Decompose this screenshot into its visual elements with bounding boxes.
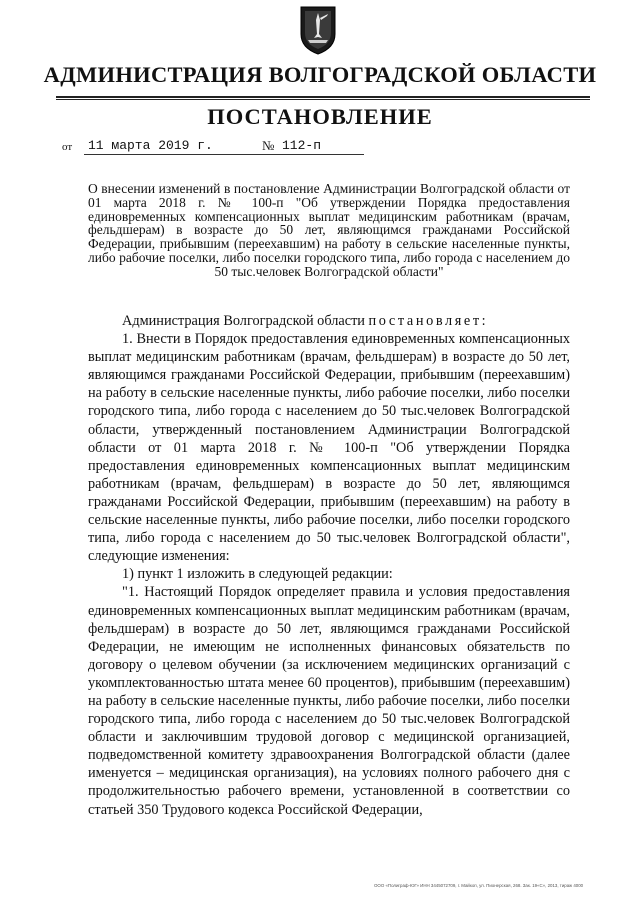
item-1: 1. Внести в Порядок предоставления единовременных компенсационных выплат медицинским работникам (врачам, фельдшерам) в возрасте до 50 лет, являющимся гражданами Российской Федерации, прибывшим (переехавшим) на работу в сельские населенные пункты, либо рабочие поселки, либо поселки городского типа, либо города с населением до 50 тыс.человек Волгоградской области, утвержденный постановлением Администрации Волгоградской области от 01 марта 2018 г. № 100-п "Об утверждении Порядка предоставления единовременных компенсационных выплат медицинским работникам (врачам, фельдшерам) в возрасте до 50 лет, являющимся гражданами Российской Федерации, прибывшим (переехавшим) на работу в сельские населенные пункты, либо рабочие поселки, либо поселки городского типа, либо города с населением до 50 тыс.человек Волгоградской области", следующие изменения: [88, 331, 570, 565]
printer-imprint: ООО «Полиграф-ЮГ» ИНН 3445072709, г. Майкоп, ул. Пионерская, 268. Зак. 19«С», 2013, тираж 4000 [374, 883, 584, 888]
organization-name: АДМИНИСТРАЦИЯ ВОЛГОГРАДСКОЙ ОБЛАСТИ [43, 62, 597, 87]
date-number-line [62, 138, 362, 158]
preamble-verb: постановляет: [368, 313, 489, 329]
coat-of-arms-emblem [298, 4, 338, 56]
document-type-title: ПОСТАНОВЛЕНИЕ [207, 104, 433, 129]
date-underline [84, 154, 304, 155]
number-underline [278, 154, 364, 155]
document-number: 112-п [282, 138, 322, 153]
document-date: 11 марта 2019 г. [88, 138, 213, 153]
date-prefix: от [62, 141, 73, 153]
document-subject: О внесении изменений в постановление Администрации Волгоградской области от 01 марта 2018 г. № 100-п "Об утверждении Порядка предоставления единовременных компенсационных выплат медицинским работникам (врачам, фельдшерам) в возрасте до 50 лет, являющимся гражданами Российской Федерации, прибывшим (переехавшим) на работу в сельские населенные пункты, либо рабочие поселки, либо поселки городского типа, либо города с населением до 50 тыс.человек Волгоградской области" [88, 181, 570, 279]
quoted-point-1: "1. Настоящий Порядок определяет правила и условия предоставления единовременных компенсационных выплат медицинским работникам (врачам, фельдшерам) в возрасте до 50 лет, являющимся гражданами Российской Федерации, не имеющим не исполненных финансовых обязательств по договору о целевом обучении (за исключением медицинских организаций с укомплектованностью штата менее 60 процентов), прибывшим (переехавшим) на работу в сельские населенные пункты, либо рабочие поселки, либо поселки городского типа, либо города с населением до 50 тыс.человек Волгоградской области и заключившим трудовой договор с медицинской организацией, подведомственной комитету здравоохранения Волгоградской области (далее именуется – медицинская организация), на условиях полного рабочего дня с продолжительностью рабочего времени, установленной в соответствии со статьей 350 Трудового кодекса Российской Федерации, [88, 584, 570, 818]
preamble-lead: Администрация Волгоградской области [122, 313, 365, 329]
document-body [88, 312, 570, 819]
number-prefix: № [262, 138, 275, 153]
subitem-1: 1) пункт 1 изложить в следующей редакции: [122, 566, 393, 583]
header-divider-thin [56, 99, 590, 100]
preamble [88, 312, 570, 330]
header-divider-thick [56, 96, 590, 98]
